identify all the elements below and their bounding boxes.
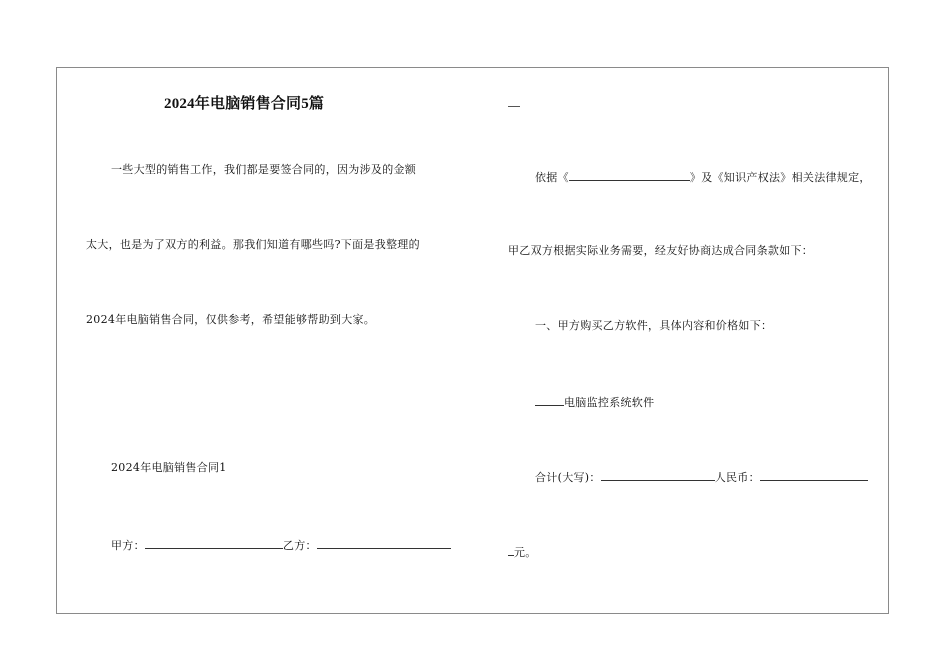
agreement-line: 甲乙双方根据实际业务需要，经友好协商达成合同条款如下： bbox=[508, 244, 814, 257]
party-a-blank bbox=[145, 537, 283, 549]
party-b-label: 乙方： bbox=[282, 539, 317, 552]
basis-line bbox=[535, 169, 871, 185]
yuan-line bbox=[508, 544, 537, 560]
parties-line bbox=[111, 537, 451, 553]
total-uppercase-blank bbox=[601, 469, 715, 481]
yuan-label: 元。 bbox=[514, 546, 537, 559]
basis-suffix: 》及《知识产权法》相关法律规定， bbox=[689, 171, 871, 184]
software-line bbox=[535, 394, 654, 410]
document-page bbox=[56, 67, 889, 614]
contract-heading-1: 2024年电脑销售合同1 bbox=[111, 461, 227, 474]
law-name-blank bbox=[569, 169, 690, 181]
page-title: 2024年电脑销售合同5篇 bbox=[164, 96, 325, 112]
intro-line-3: 2024年电脑销售合同，仅供参考，希望能够帮助到大家。 bbox=[86, 313, 376, 326]
total-label: 合计(大写)： bbox=[535, 471, 601, 484]
rmb-label: 人民币： bbox=[714, 471, 760, 484]
software-blank bbox=[535, 394, 564, 406]
blank-dash bbox=[508, 106, 520, 107]
software-name: 电脑监控系统软件 bbox=[564, 396, 655, 409]
party-a-label: 甲方： bbox=[111, 539, 145, 552]
clause-1: 一、甲方购买乙方软件，具体内容和价格如下： bbox=[535, 319, 773, 332]
rmb-amount-blank bbox=[760, 469, 868, 481]
intro-line-1: 一些大型的销售工作，我们都是要签合同的，因为涉及的金额 bbox=[111, 163, 417, 176]
basis-prefix: 依据《 bbox=[535, 171, 569, 184]
party-b-blank bbox=[317, 537, 451, 549]
total-line bbox=[535, 469, 868, 485]
intro-line-2: 太大，也是为了双方的利益。那我们知道有哪些吗?下面是我整理的 bbox=[86, 238, 420, 251]
